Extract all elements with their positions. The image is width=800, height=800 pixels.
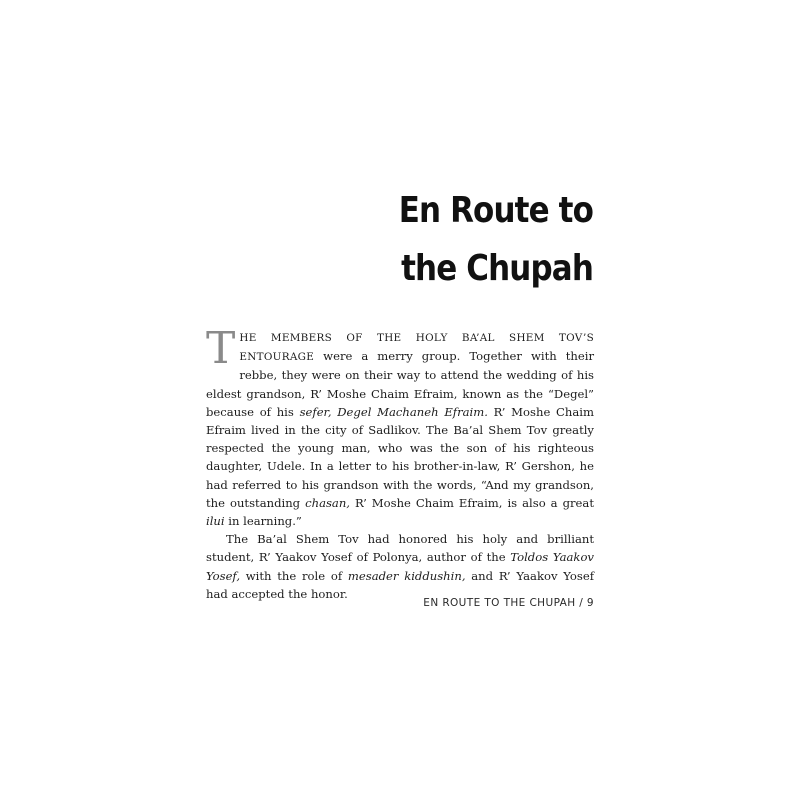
chapter-title: [249, 182, 593, 298]
chapter-title-line-1: En Route to: [398, 190, 593, 231]
paragraph-1: [206, 323, 594, 530]
paragraph-2-text-1: The Ba’al Shem Tov had honored his holy and brilliant student, R’ Yaakov Yosef of Polonya, author of the: [206, 532, 594, 565]
lead-in-caps: HE MEMBERS OF THE HOLY BA’AL SHEM TOV’S ENTOURAGE: [239, 332, 594, 364]
paragraph-1-italic-chasan: chasan,: [305, 495, 350, 510]
paragraph-1-text-3: R’ Moshe Chaim Efraim, is also a great: [350, 495, 594, 510]
paragraph-1-text-2: R’ Moshe Chaim Efraim lived in the city of Sadlikov. The Ba’al Shem Tov greatly respected the young man, who was the son of his righteous daughter, Udele. In a letter to his brother-in-law, R’ Gershon, he had referred to his grandson with the words, “And my grandson, the outstanding: [206, 404, 594, 510]
paragraph-1-text-1: were a merry group. Together with their rebbe, they were on their way to attend the wedding of his eldest grandson, R’ Moshe Chaim Efraim, known as the “Degel” because of his: [206, 349, 594, 419]
paragraph-2: [206, 530, 594, 603]
drop-cap: T: [206, 323, 236, 374]
chapter-title-line-2: the Chupah: [401, 248, 593, 289]
paragraph-2-italic-mesader: mesader kiddushin,: [347, 568, 466, 583]
chapter-body: [206, 323, 594, 603]
paragraph-2-text-3: and R’ Yaakov Yosef had accepted the honor.: [206, 568, 594, 601]
running-footer: EN ROUTE TO THE CHUPAH / 9: [423, 597, 594, 609]
paragraph-1-text-4: in learning.”: [224, 514, 302, 529]
paragraph-1-italic-ilui: ilui: [206, 514, 225, 529]
paragraph-2-text-2: with the role of: [240, 568, 348, 583]
paragraph-1-italic-sefer: sefer, Degel Machaneh Efraim.: [299, 404, 488, 419]
paragraph-2-italic-toldos: Toldos Yaakov Yosef,: [206, 550, 594, 583]
